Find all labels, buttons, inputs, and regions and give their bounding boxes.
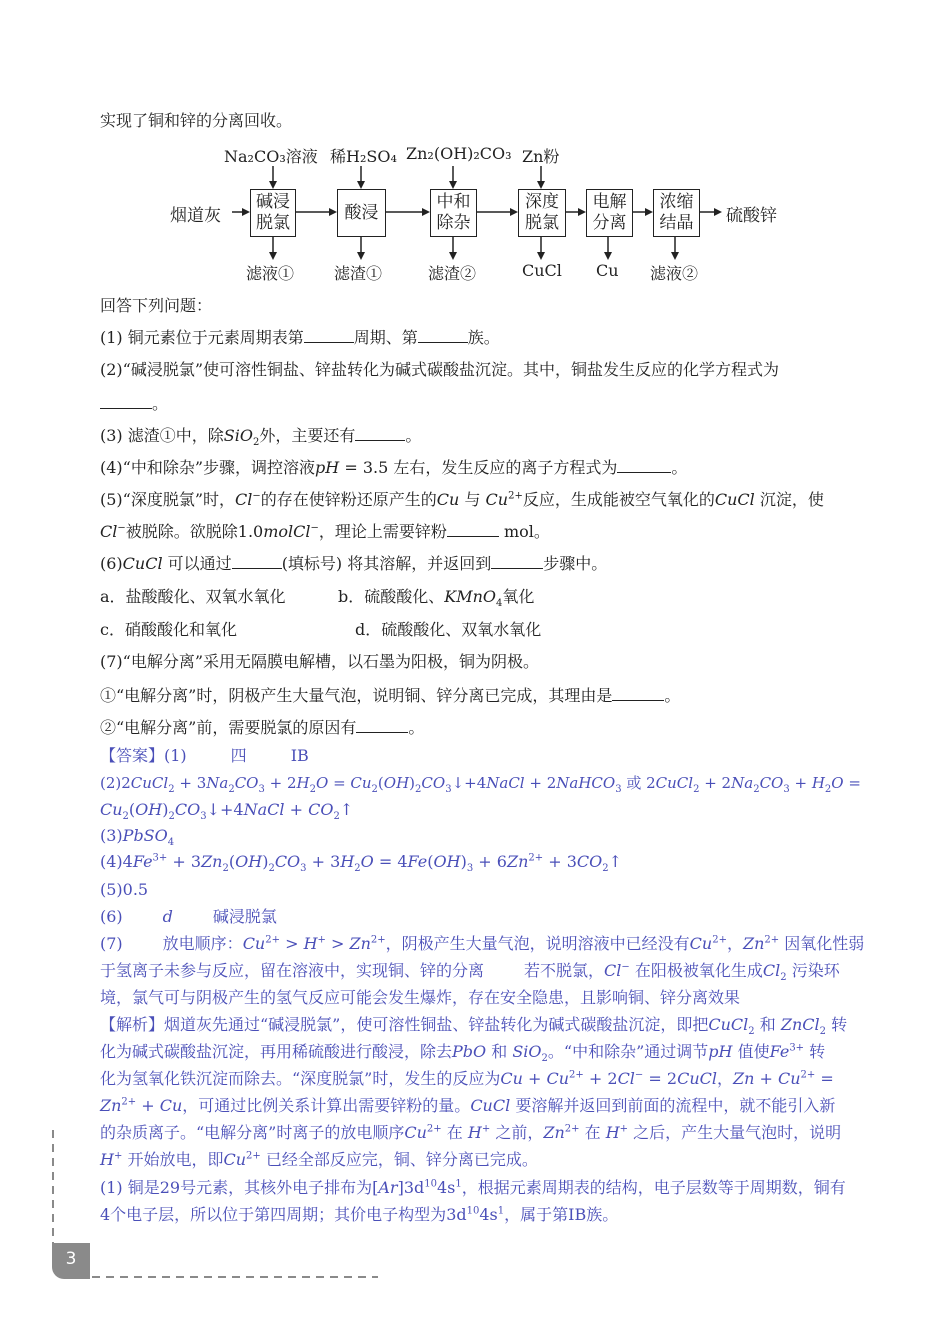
text: 化为碱式碳酸盐沉淀，再用稀硫酸进行酸浸，除去 — [100, 1042, 453, 1061]
text: 。 — [408, 718, 425, 737]
analysis-7: (1) 铜是29号元素，其核外电子排布为$[Ar]3d^{10}4s^1$，根据元素周期表的结构，电子层数等于周期数，铜有 — [100, 1178, 846, 1197]
answer-blank — [232, 554, 282, 569]
text: ，属于第 — [504, 1205, 569, 1224]
answer-blank — [612, 686, 664, 701]
text: (填标号) 将其溶解，并返回到 — [281, 554, 492, 573]
flow-step — [337, 189, 386, 237]
question-6: (6)CuCl 可以通过 (填标号) 将其溶解，并返回到 步骤中。 — [100, 554, 608, 573]
answer-7: (7) 放电顺序：$Cu^{2+} > H^+ > Zn^{2+}$，阴极产生大量气泡，说明溶液中已经没有$Cu^{2+}$，$Zn^{2+}$ 因氧化性弱 — [100, 934, 865, 953]
flow-step — [430, 189, 477, 237]
output-label: 滤渣① — [334, 264, 383, 283]
output-label: 滤渣② — [428, 264, 477, 283]
answer-2: (2)2CuCl$_2$ + $3Na_2CO_3 + 2H_2O$ = $Cu_2(OH)_2CO_3↓+4NaCl$ + 2NaHCO$_3$ 或 2CuCl$_2$ + $2Na_2CO_3 + H_2O$ = — [100, 774, 861, 795]
answer-blank — [356, 718, 408, 733]
text: 在 — [446, 1123, 463, 1142]
text: 族。 — [467, 328, 500, 347]
flow-step-line1: 中和 — [436, 192, 471, 212]
text: (7) — [100, 934, 123, 953]
text: (6) — [100, 907, 123, 926]
text: 与 — [464, 490, 481, 509]
flow-step-line1: 碱浸 — [256, 192, 290, 212]
text: 若不脱氯， — [524, 961, 605, 980]
text: ①“电解分离”时，阴极产生大量气泡，说明铜、锌分离已完成，其理由是 — [100, 686, 613, 705]
text: (2)“碱浸脱氯”使可溶性铜盐、锌盐转化为碱式碳酸盐沉淀。其中，铜盐发生反应的化学方程式为 — [100, 360, 780, 379]
text: 4个电子层，所以位于第四周期；其价电子构型为 — [100, 1205, 447, 1224]
answer-blank — [100, 394, 152, 409]
text: d — [162, 907, 173, 926]
answer-blank — [447, 522, 499, 537]
flow-step-line2: 结晶 — [659, 213, 694, 233]
analysis-6: H+ 开始放电，即$Cu^{2+}$ 已经全部反应完，铜、锌分离已完成。 — [100, 1150, 538, 1169]
reagent-label: 稀H₂SO₄ — [330, 147, 397, 166]
answer-3: (3)PbSO$_4$ — [100, 826, 175, 849]
text: (3) 滤渣①中，除 — [100, 426, 224, 445]
flow-step-line1: 电解 — [592, 192, 627, 212]
text: 周期、第 — [353, 328, 418, 347]
flow-step — [250, 189, 296, 237]
text: 的存在使锌粉还原产生的 — [260, 490, 437, 509]
questions-heading: 回答下列问题： — [100, 296, 213, 315]
answer-4: $(4)4Fe^{3+} + 3Zn_2(OH)_2CO_3 + 3H_2O = 4Fe(OH)_3 + 6Zn^{2+}$ + $3CO_2↑$ — [100, 852, 623, 875]
text: 沉淀，使 — [759, 490, 824, 509]
flow-step-line2: 分离 — [592, 213, 627, 233]
text: mol。 — [504, 522, 550, 541]
text: 在阳极被氧化生成 — [634, 961, 763, 980]
text: 。 — [405, 426, 422, 445]
text: 之后，产生大量气泡时，说明 — [633, 1123, 842, 1142]
output-label: 滤液② — [650, 264, 699, 283]
text: ⅠB — [290, 746, 309, 765]
answer-7-cont: 于氢离子未参与反应，留在溶液中，实现铜、锌的分离 若不脱氯，Cl− 在阳极被氧化生成$Cl_2$ 污染环 — [100, 961, 840, 984]
question-1 — [100, 328, 500, 348]
text: 外，主要还有 — [259, 426, 356, 445]
flow-step-line1: 酸浸 — [344, 203, 379, 223]
text: 左右，发生反应的离子方程式为 — [393, 458, 618, 477]
text: ，阴极产生大量气泡，说明溶液中已经没有 — [385, 934, 690, 953]
text: 【解析】烟道灰先通过“碱浸脱氯”，使可溶性铜盐、锌盐转化为碱式碳酸盐沉淀，即把 — [100, 1015, 709, 1034]
flow-step-line1: 深度 — [525, 192, 559, 212]
text: 氧化 — [502, 587, 535, 606]
question-7-2 — [100, 718, 424, 738]
text: 污染环 — [791, 961, 840, 980]
flow-step-line2: 脱氯 — [525, 213, 559, 233]
option-c: c．硝酸酸化和氧化 — [100, 620, 237, 639]
text: 反应，生成能被空气氧化的 — [522, 490, 715, 509]
answer-blank — [418, 328, 468, 343]
text: 。 — [671, 458, 688, 477]
text: ，可通过比例关系计算出需要锌粉的量。 — [182, 1096, 471, 1115]
flow-step-line2: 脱氯 — [256, 213, 290, 233]
text: 【答案】(1) — [100, 746, 187, 765]
text: 。 — [152, 394, 169, 413]
analysis-1: 【解析】烟道灰先通过“碱浸脱氯”，使可溶性铜盐、锌盐转化为碱式碳酸盐沉淀，即把CuCl$_2$ 和 ZnCl$_2$ 转 — [100, 1015, 848, 1038]
text: (4)“中和除杂”步骤，调控溶液 — [100, 458, 316, 477]
flow-step — [586, 189, 633, 237]
text: 族。 — [586, 1205, 619, 1224]
text: 之前， — [495, 1123, 544, 1142]
page-number: 3 — [52, 1243, 90, 1279]
intro-text: 实现了铜和锌的分离回收。 — [100, 111, 293, 130]
answer-6 — [100, 907, 277, 927]
text: 化为氢氧化铁沉淀而除去。“深度脱氯”时，发生的反应为 — [100, 1069, 501, 1088]
text: 在 — [584, 1123, 601, 1142]
question-2-cont — [100, 394, 168, 414]
option-b: b．硫酸酸化、KMnO$_4$氧化 — [338, 587, 535, 610]
answer-blank — [491, 554, 543, 569]
text: 四 — [230, 746, 247, 765]
text: 因氧化性弱 — [784, 934, 865, 953]
reagent-label: Zn粉 — [522, 147, 560, 166]
answer-blank — [304, 328, 354, 343]
analysis-5: 的杂质离子。“电解分离”时离子的放电顺序$Cu^{2+}$ 在 H+ 之前，$Zn^{2+}$ 在 H+ 之后，产生大量气泡时，说明 — [100, 1123, 842, 1142]
text: 要溶解并返回到前面的流程中，就不能引入新 — [515, 1096, 836, 1115]
text: 。“中和除杂”通过调节 — [547, 1042, 709, 1061]
answer-1 — [100, 746, 309, 766]
answer-5: (5)0.5 — [100, 880, 149, 899]
text: ②“电解分离”前，需要脱氯的原因有 — [100, 718, 357, 737]
text: 和 — [491, 1042, 508, 1061]
text: 已经全部反应完，铜、锌分离已完成。 — [265, 1150, 538, 1169]
option-d: d．硫酸酸化、双氧水氧化 — [355, 620, 542, 639]
text: 被脱除。欲脱除 — [125, 522, 238, 541]
question-7: (7)“电解分离”采用无隔膜电解槽，以石墨为阳极，铜为阴极。 — [100, 652, 540, 671]
question-4: (4)“中和除杂”步骤，调控溶液pH = 3.5 左右，发生反应的离子方程式为 。 — [100, 458, 688, 477]
answer-blank — [355, 426, 405, 441]
reagent-label: Na₂CO₃溶液 — [224, 147, 318, 166]
text: 于氢离子未参与反应，留在溶液中，实现铜、锌的分离 — [100, 961, 485, 980]
answer-2-cont: $Cu_2(OH)_2CO_3↓+4NaCl$ + $CO_2↑$ — [100, 800, 354, 823]
flow-end-label: 硫酸锌 — [726, 206, 777, 226]
question-2 — [100, 360, 779, 380]
reagent-label: Zn₂(OH)₂CO₃ — [406, 144, 512, 163]
analysis-3: 化为氢氧化铁沉淀而除去。“深度脱氯”时，发生的反应为$Cu + Cu^{2+} + 2Cl^-$ = 2CuCl，$Zn + Cu^{2+}$ = — [100, 1069, 834, 1088]
text: ，根据元素周期表的结构，电子层数等于周期数，铜有 — [461, 1178, 846, 1197]
question-5-cont: Cl−被脱除。欲脱除1.0molCl−，理论上需要锌粉 mol。 — [100, 522, 550, 541]
text: (1) 铜是29号元素，其核外电子排布为 — [100, 1178, 373, 1197]
analysis-2: 化为碱式碳酸盐沉淀，再用稀硫酸进行酸浸，除去PbO 和 SiO$_2$。“中和除杂”通过调节pH 值使$Fe^{3+}$ 转 — [100, 1042, 826, 1065]
text: b．硫酸酸化、 — [338, 587, 445, 606]
question-7-1 — [100, 686, 680, 706]
text: 可以通过 — [167, 554, 232, 573]
text: 开始放电，即 — [127, 1150, 224, 1169]
text: (5)“深度脱氯”时， — [100, 490, 236, 509]
text: (6) — [100, 554, 123, 573]
flow-step-line1: 浓缩 — [659, 192, 694, 212]
question-3: (3) 滤渣①中，除SiO$_2$外，主要还有 。 — [100, 426, 422, 449]
output-label: 滤液① — [246, 264, 295, 283]
text: 步骤中。 — [543, 554, 608, 573]
text: ⅠB — [568, 1205, 587, 1224]
text: 的杂质离子。“电解分离”时离子的放电顺序 — [100, 1123, 405, 1142]
text: ，理论上需要锌粉 — [318, 522, 447, 541]
output-label: Cu — [596, 261, 619, 280]
answer-blank — [617, 458, 671, 473]
text: 放电顺序： — [162, 934, 243, 953]
text: (1) 铜元素位于元素周期表第 — [100, 328, 304, 347]
analysis-4: $Zn^{2+} + Cu$，可通过比例关系计算出需要锌粉的量。CuCl 要溶解并返回到前面的流程中，就不能引入新 — [100, 1096, 836, 1115]
flow-step-line2: 除杂 — [436, 213, 471, 233]
flow-start-label: 烟道灰 — [170, 206, 221, 226]
text: 值使 — [737, 1042, 770, 1061]
flow-step — [653, 189, 700, 237]
analysis-8: 4个电子层，所以位于第四周期；其价电子构型为$3d^{10}4s^1$，属于第ⅠB族。 — [100, 1205, 619, 1224]
answer-7-cont2: 境，氯气可与阴极产生的氢气反应可能会发生爆炸，存在安全隐患，且影响铜、锌分离效果 — [100, 988, 741, 1007]
text: 转 — [831, 1015, 848, 1034]
question-5: (5)“深度脱氯”时，Cl−的存在使锌粉还原产生的Cu 与 $Cu^{2+}$反应，生成能被空气氧化的CuCl 沉淀，使 — [100, 490, 824, 509]
option-a: a．盐酸酸化、双氧水氧化 — [100, 587, 286, 606]
text: 转 — [809, 1042, 826, 1061]
output-label: CuCl — [522, 261, 562, 280]
text: 和 — [759, 1015, 776, 1034]
text: 碱浸脱氯 — [212, 907, 277, 926]
flow-step — [518, 189, 566, 237]
text: 。 — [664, 686, 681, 705]
